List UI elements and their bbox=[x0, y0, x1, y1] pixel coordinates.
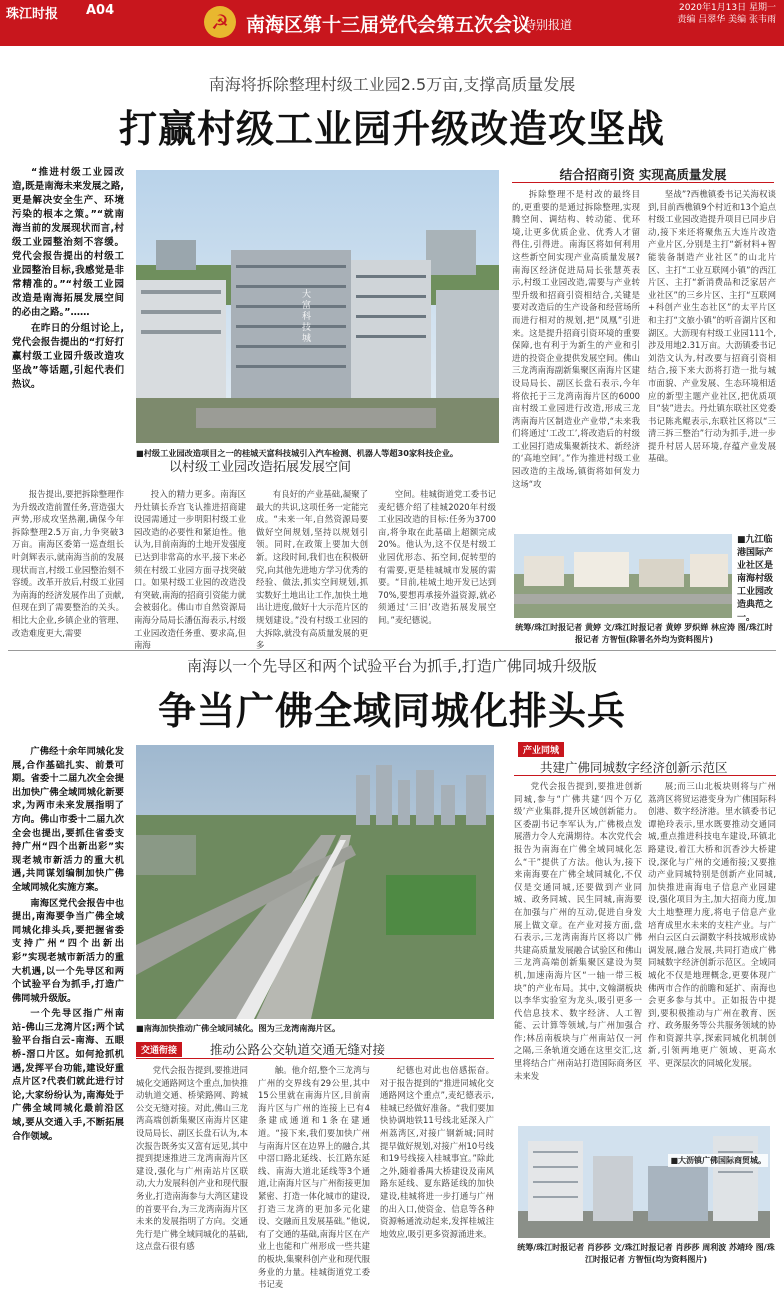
transport-divider bbox=[136, 1058, 494, 1059]
story2-lead-p1: 广佛经十余年同城化发展,合作基础扎实、前景可期。省委十二届九次全会提出加快广佛全域同城化新要求,为两市未来发展指明了方向。佛山市委十二届九次全会也提出,要抓住省委支持广州“四个出新出彩”实现老城市新活力的重大机遇,共同谋划编制加快广佛全域同城化实施方案。 bbox=[12, 746, 124, 893]
story1-small-photo bbox=[514, 534, 732, 618]
story2-lead-p3: 一个先导区指广州南站-佛山三龙湾片区;两个试验平台指白云-南海、五眼桥-滘口片区。如何抢抓机遇,发挥平台功能,建设好重点片区?代表们就此进行讨论,大家纷纷认为,南海处于广佛全域同城化最前沿区域,要从交通入手,不断拓展合作领域。 bbox=[12, 1008, 124, 1142]
story1-lead-p1: “推进村级工业园改造,既是南海未来发展之路,更是解决安全生产、环境污染的根本之策。”“就南海当前的发展现状而言,村级工业园整治刻不容缓。党代会报告提出的村级工业园整治目标,我感觉是非常精准的。”“村级工业园改造是南海拓展发展空间的必由之路。”…… bbox=[12, 167, 124, 318]
story1-col4: 空间。桂城街道党工委书记麦纪德介绍了桂城2020年村级工业园改造的目标:任务为3700亩,将争取在此基础上超额完成20%。他认为,这不仅是村级工业园优形态、拓空间,促转型的有需要,更是桂城城市发展的需要。“目前,桂城土地开发已达到70%,要想再承接外溢资源,就必须通过‘三旧’改造拓展发展空间。”麦纪德说。 bbox=[378, 489, 496, 625]
story2-photo-caption: ■南海加快推动广佛全域同城化。图为三龙湾南海片区。 bbox=[136, 1023, 341, 1033]
section-title: 南海区第十三届党代会第五次会议 bbox=[246, 14, 532, 36]
tag-transport: 交通衔接 bbox=[136, 1042, 182, 1057]
story2-credit: 统筹/珠江时报记者 肖莎莎 文/珠江时报记者 肖莎莎 周利波 苏靖玲 图/珠江时报记者 方智恒(均为资料图片) bbox=[517, 1243, 775, 1264]
story1-col1: 报告提出,要把拆除整理作为升级改造前置任务,营造强大声势,形成攻坚热潮,确保今年拆除整理2.5万亩,力争突破3万亩。南海区委第一巡查组长叶剑辉表示,就南海当前的发展现状而言,村级工业园整治刻不容缓。改革开放后,村级工业园为南海的经济发展作出了贡献,但现在到了需要整治的关头。相比大企业,乡镇企业的管理、改造难度更大,需要 bbox=[12, 489, 124, 638]
story2-transport-col2: 触。他介绍,整个三龙湾与广州的交界线有29公里,其中15公里就在南海片区,目前南海片区与广州的连接上已有4条建成通道和1条在建通道。“接下来,我们要加快广州与南海片区在边界上的融合,其中滘口路北延线、长江路东延线、南海大道北延线等3个通道,让南海片区与广州衔接更加紧密、打造一体化城市的建设,打造三龙湾的更加多元化建设、交融而且发展基础。”他说,有了交通的基础,南海片区在产业上也能和广州形成一些共建的板块,集聚科创产业和现代服务业的力量。桂城街道党工委书记麦 bbox=[258, 1065, 370, 1290]
section-divider bbox=[512, 182, 774, 183]
railway-district-image bbox=[136, 745, 494, 1019]
story1-right-subhead: 结合招商引资 实现高质量发展 bbox=[559, 167, 727, 182]
story2-headline: 争当广佛全域同城化排头兵 bbox=[157, 689, 626, 733]
story2-small-photo bbox=[518, 1126, 770, 1238]
harbor-park-image bbox=[514, 534, 732, 618]
story1-subhead: 以村级工业园改造拓展发展空间 bbox=[168, 460, 351, 475]
trade-center-image bbox=[518, 1126, 770, 1238]
issue-date: 2020年1月13日 星期一 bbox=[679, 3, 776, 13]
story2-kicker: 南海以一个先导区和两个试验平台为抓手,打造广佛同城升级版 bbox=[187, 657, 597, 675]
story2-main-photo bbox=[136, 745, 494, 1019]
story1-right-col2: 坚战”?西樵镇委书记关海权谈到,目前西樵镇9个村近和13个追点村级工业园改造提升项目已同步启动,接下来还将聚焦五大连片改造产业片区,分别是主打“新材料+智能装备制造产业社区”的山北片区、主打“工业互联网小镇”的西江片区、主打“新消费品和泛家居产业社区”的三乡片区、主打“互联网+科创产业生态社区”的太平片区和主打“文旅小镇”的听音湖片区和湖区。大沥现有村级工业园111个,涉及用地2.31万亩。大沥镇委书记刘浩文认为,村改要与招商引资相结合,接下来大沥将打造一批与城市面貌、产业发展、生态环境相适应的新型主题产业社区,把优质项目“装”进去。丹灶镇东联社区党委书记陈兆鲲表示,东联社区将以“三清三拆三整治”行动为抓手,进一步提升村居人居环境,存蕴产业发展基础。 bbox=[648, 189, 776, 464]
industry-divider bbox=[514, 775, 776, 776]
story1-main-photo bbox=[136, 170, 499, 443]
story1-right-col1: 拆除整理不是村改的最终目的,更重要的是通过拆除整理,实现腾空间、调结构、转动能、优环境,让更多优质企业、优秀人才留得住,引得进。南海区将如何利用这些新空间实现产业高质量发展?南海区经济促进局局长张慧英表示,村级工业园改造,需要与产业转型升级和招商引资相结合,关键是要对改造后的生产设备和经营场所而进行相对的规划,把“凤凰”引进来。这是提升招商引资环境的重要保障,也有利于为新生的产业和引进的投资企业提供发展空间。佛山三龙湾南海副新集聚区南海片区建设局局长、副区长盘石表示,今年将依托于三龙湾南海片区的6000亩村级工业园进行改造,形成三龙湾南海片区制造业产业带,“未来我们将通过‘工改工’,将改造后的村级工业园打造成集聚新技术、新经济的‘高地空间’。”作为推进村级工业园改造的主战场,镇街将如何发力这场“攻 bbox=[512, 189, 640, 489]
story2-industry-col2: 展;而三山北板块则将与广州荔湾区将贸运港变身为广佛国际科创港、数字经济港。里水镇委书记谭艳玲表示,里水既要推动交通同城,重点推进科技电车建设,环镇北路建设,着江大桥和沉香沙大桥建设,深化与广州的交通衔接;又要推动产业同城特别是创新产业同城,加快推进南海电子信息产业园建设,强化项目为主,加大招商力度,加大土地整理力度,将电子信息产业培育成里水未来的支柱产业。与广州白云区白云湖数字科技城形成协调发展,融合发展,共同打造成广佛同城数字经济创新示范区。全域同城化不仅是地理概念,更要体现广佛两市合作的前瞻和延扩、南海也会更多参与其中。正如报告中提到,要积极推动与广州在教育、医疗、政务服务等公共服务领域的协作和资源共享,探索同城化机制创新,引领两地更广领域、更高水平、更深层次的同城化发展。 bbox=[648, 781, 776, 1069]
story2-subtitle-transport: 推动公路公交轨道交通无缝对接 bbox=[210, 1042, 386, 1057]
party-emblem-icon: ☭ bbox=[204, 6, 236, 38]
story2-small-caption: ■大沥镇广佛国际商贸城。 bbox=[670, 1156, 766, 1165]
story2-transport-col1: 党代会报告提到,要推进同城化交通路网这个重点,加快推动轨道交通、桥梁路网、跨城公交无缝对接。对此,佛山三龙湾高端创新集聚区南海片区建设局局长、副区长盘石认为,本次报告既务实又富有远见,其中提到提速推进三龙湾南海片区建设,强化与广州南站片区联动,大力发展科创产业和现代服务业,打造南海参与大湾区建设的首要平台,为三龙湾南海片区未来的发展指明了方向。交通先行是广佛全域同城化的基础,这点盘石很有感 bbox=[136, 1065, 248, 1252]
editors: 责编 吕翠华 美编 张韦雨 bbox=[677, 15, 776, 25]
story1-lead-p2: 在昨日的分组讨论上,党代会报告提出的“打好打赢村级工业园升级改造攻坚战”等话题,引起代表们热议。 bbox=[12, 323, 124, 390]
building-sign: 大富科技城 bbox=[302, 290, 312, 344]
story1-col3: 有良好的产业基础,凝聚了最大的共识,这项任务一定能完成。“未来一年,自然资源局要做好空间规划,坚持以规划引领。同时,在政策上要加大创新。这段时间,我们也在积极研究,向其他先进地方学习优秀的经验、做法,抓实空间规划,抓实数好土地出让工作,加快土地出让进度,做好十大示范片区的规划建设。”没有村级工业园的大拆除,就没有高质量发展的更多 bbox=[256, 489, 368, 651]
masthead: 珠江时报 bbox=[6, 7, 59, 22]
story1-photo-caption: ■村级工业园改造项目之一的桂城天富科技城引入汽车检测、机器人等超30家科技企业。 bbox=[136, 448, 459, 458]
section-tag: 特别报道 bbox=[524, 18, 573, 32]
story1-small-caption: ■九江临港国际产业社区是南海村级工业园改造典范之一。 bbox=[737, 535, 774, 623]
page-header bbox=[0, 0, 784, 46]
story1-kicker: 南海将拆除整理村级工业园2.5万亩,支撑高质量发展 bbox=[208, 75, 576, 94]
story2-subtitle-industry: 共建广佛同城数字经济创新示范区 bbox=[540, 760, 728, 775]
story1-col2: 投入的精力更多。南海区丹灶镇长乔宫飞认推进招商建设园需通过一步明阳村级工业园改造的必要性和紧迫性。他认为,目前南海的土地开发强度已达到非常高的水平,接下来必须在村级工业园方面寻找突破口。如果村级工业园的改造没有突破,南海的招商引资能力就会被弱化。佛山市自然资源局南海分局局长潘伍海表示,村级工业园改造任务重、要求高,但南海 bbox=[134, 489, 246, 651]
page-number: A04 bbox=[86, 3, 115, 18]
story1-lead bbox=[12, 166, 124, 392]
header-meta bbox=[636, 2, 776, 26]
story2-industry-col1: 党代会报告提到,要推进创新同城,参与“广佛共建‘四个万亿级’产业集群,提升区域创新能力。区委副书记李军认为,广佛极点发展潜力令人充满期待。本次党代会报告为南海在广佛全域同城化怎么“干”提供了方法。他认为,接下来南海要在广佛全域同城化,不仅仅是交通同城,还要做到产业同城、政务同城、民生同城,南海要在加强与广州的互动,促进自身发展上做文章。在产业对接方面,盘石表示,三龙湾南海片区将以广佛共建高质量发展融合试验区和佛山三龙湾高端创新集聚区建设为契机,加速南海片区“一轴一带三板块”的产业布局。其中,文翰湖板块以李华实验室为龙头,吸引更多一代信息技术、数字经济、人工智能、云计算等领域,与广州加强合作;林岳南板块与广州南站仅一河之隔,三条轨道交通在这里交汇,这里将结合广州南站打造国际商务区未来发 bbox=[514, 781, 642, 1081]
story2-lead-p2: 南海区党代会报告中也提出,南海要争当广佛全域同城化排头兵,要把握省委支持广州“四个出新出彩”实现老城市新活力的重大机遇,以一个先导区和两个试验平台为抓手,打造广佛同城升级版。 bbox=[12, 897, 124, 1004]
story-divider bbox=[8, 650, 776, 651]
story2-transport-col3: 纪德也对此也倍感振奋。对于报告提到的“推进同城化交通路网这个重点”,麦纪德表示,桂城已经做好准备。“我们要加快协调地铁11号线北延深入广州荔湾区,对接广钢新城;同时提早做好规划,对接广州10号线和19号线接入桂城事宜。”除此之外,随着番禺大桥建设及南风路东延线、夏东路延线的加快建设,桂城将进一步打通与广州的出入口,使资金、信息等各种资源畅通流动起来,发挥桂城注地效应,吸引更多资源涌进来。 bbox=[380, 1065, 494, 1239]
story1-credit: 统筹/珠江时报记者 黄婷 文/珠江时报记者 黄婷 罗炽婵 林应涛 图/珠江时报记者 方智恒(除署名外均为资料图片) bbox=[515, 623, 773, 644]
tag-industry: 产业同城 bbox=[518, 742, 564, 757]
story2-lead bbox=[12, 745, 124, 1143]
story1-headline: 打赢村级工业园升级改造攻坚战 bbox=[118, 107, 665, 151]
industrial-park-image bbox=[136, 170, 499, 443]
